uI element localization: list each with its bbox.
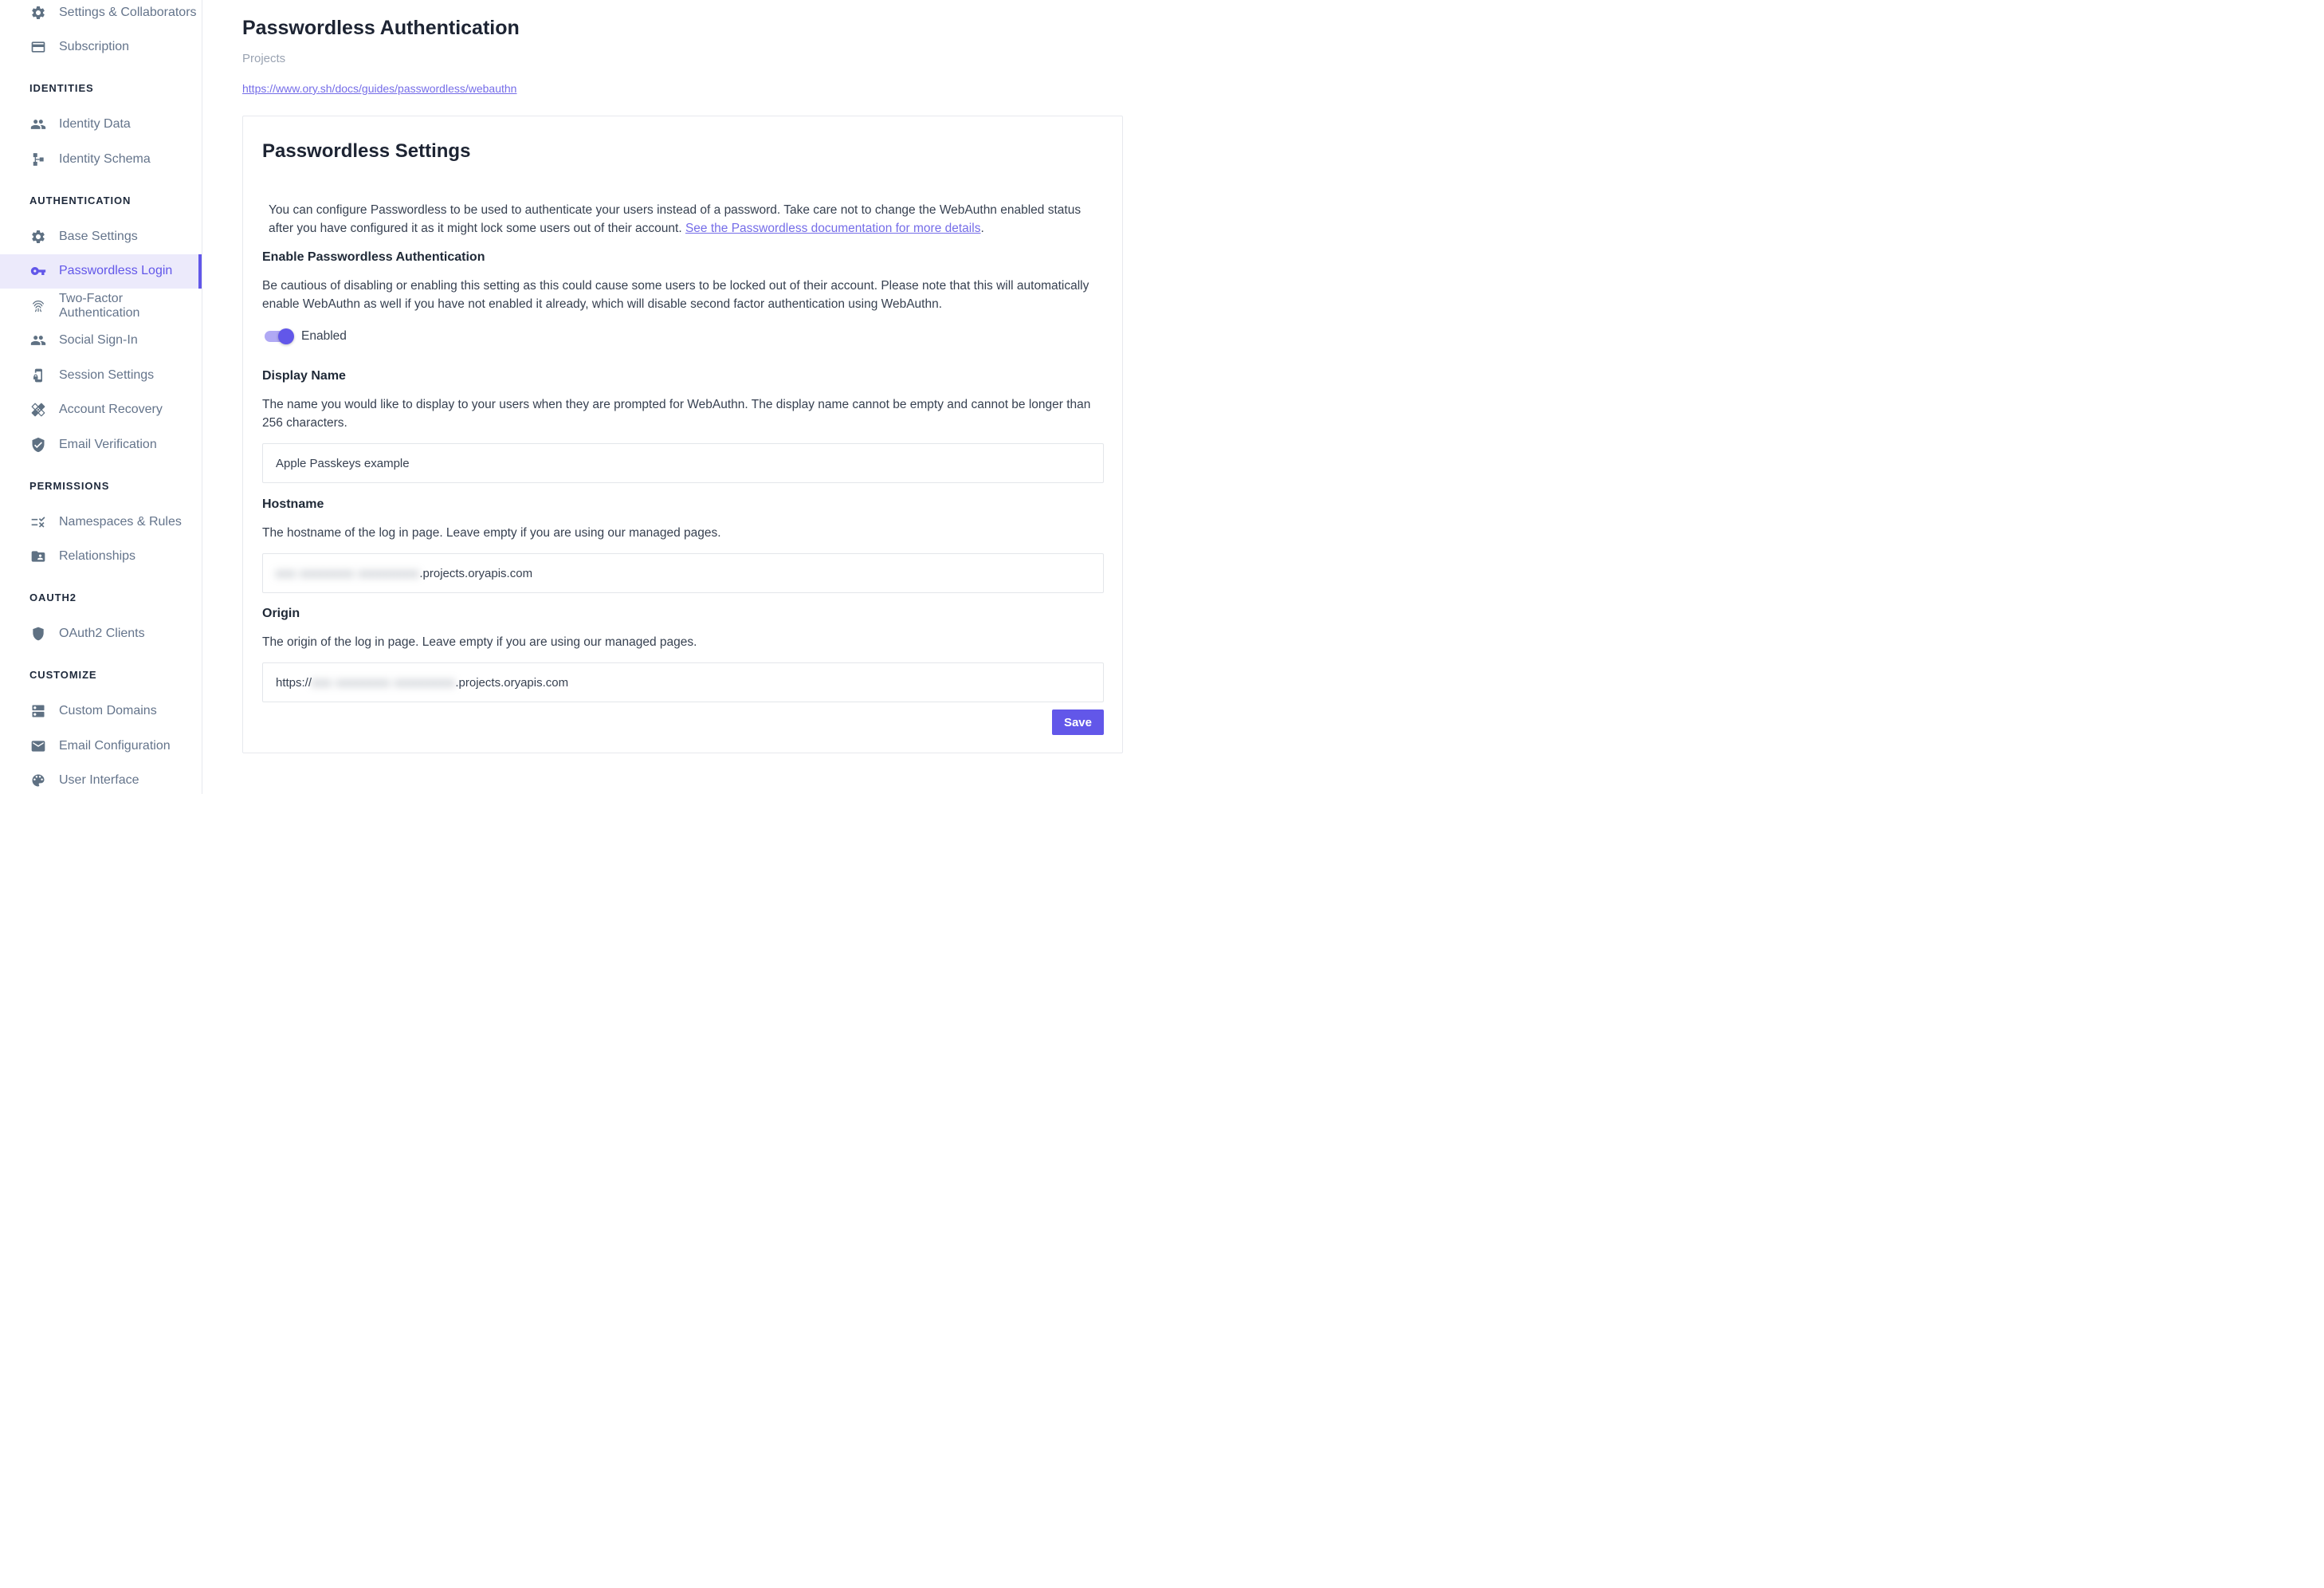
sidebar-item-oauth2-clients[interactable]: [0, 617, 202, 652]
sidebar-item-label: Relationships: [59, 549, 136, 564]
sidebar-item-label: OAuth2 Clients: [59, 627, 145, 641]
sidebar-item-user-interface[interactable]: [0, 764, 202, 795]
main-content: [202, 0, 1162, 794]
rule-icon: [30, 514, 46, 530]
hostname-suffix: .projects.oryapis.com: [419, 566, 533, 580]
toggle-thumb: [278, 328, 294, 344]
sidebar-section-permissions: PERMISSIONS: [29, 479, 110, 492]
doc-link-row: [242, 82, 1123, 95]
mail-icon: [30, 738, 46, 754]
passwordless-toggle[interactable]: [265, 331, 292, 342]
sidebar-item-label: Email Configuration: [59, 738, 171, 753]
origin-prefix: https://: [276, 675, 312, 690]
sidebar-item-namespaces-rules[interactable]: [0, 505, 202, 540]
people-icon: [30, 116, 46, 132]
sidebar-item-label: Base Settings: [59, 229, 138, 243]
passwordless-doc-link[interactable]: See the Passwordless documentation for more details: [685, 222, 981, 235]
credit-card-icon: [30, 39, 46, 55]
sidebar-item-two-factor[interactable]: [0, 289, 202, 324]
sidebar-item-label: Social Sign-In: [59, 333, 138, 348]
sidebar: [0, 0, 202, 794]
webauthn-doc-link[interactable]: https://www.ory.sh/docs/guides/passwordless/webauthn: [242, 82, 517, 95]
key-icon: [30, 263, 46, 279]
shield-icon: [30, 626, 46, 642]
gear-icon: [30, 5, 46, 21]
intro-text: You can configure Passwordless to be used to authenticate your users instead of a password. Take care not to change the WebAuthn enabled status after you have configured it as it might lock some users out of their account.: [269, 203, 1082, 235]
origin-suffix: .projects.oryapis.com: [455, 675, 569, 690]
phone-lock-icon: [30, 368, 46, 383]
sidebar-item-label: Custom Domains: [59, 704, 157, 718]
sidebar-item-label: Email Verification: [59, 437, 157, 451]
hostname-description: The hostname of the log in page. Leave empty if you are using our managed pages.: [262, 526, 721, 540]
sidebar-item-label: Session Settings: [59, 368, 155, 382]
origin-description: The origin of the log in page. Leave empty if you are using our managed pages.: [262, 635, 697, 649]
sidebar-item-email-configuration[interactable]: [0, 729, 202, 764]
sidebar-item-email-verification[interactable]: [0, 427, 202, 462]
sidebar-section-oauth2: OAUTH2: [29, 592, 77, 604]
sidebar-item-label: Namespaces & Rules: [59, 514, 182, 529]
enable-passwordless-description: Be cautious of disabling or enabling this setting as this could cause some users to be locked out of their account. Please note that this will automatically enable WebAuthn as well if you have not enabled it already, which will disable second factor authentication using WebAuthn.: [262, 279, 1089, 311]
card-intro: [269, 201, 1104, 238]
sidebar-item-settings-collaborators[interactable]: [0, 0, 202, 30]
sidebar-nav: [0, 0, 202, 794]
sidebar-item-label: Subscription: [59, 40, 130, 54]
display-name-label: Display Name: [262, 369, 346, 383]
sidebar-item-custom-domains[interactable]: [0, 694, 202, 729]
sidebar-item-identity-schema[interactable]: [0, 142, 202, 177]
gear-icon: [30, 229, 46, 245]
sidebar-item-social-sign-in[interactable]: [0, 324, 202, 359]
intro-suffix: .: [980, 222, 984, 235]
page-title: Passwordless Authentication: [242, 17, 520, 39]
sidebar-item-label: User Interface: [59, 773, 139, 788]
folder-person-icon: [30, 548, 46, 564]
shield-check-icon: [30, 437, 46, 453]
origin-input[interactable]: [262, 662, 1104, 702]
hostname-input[interactable]: [262, 553, 1104, 593]
passwordless-settings-card: [242, 116, 1123, 753]
sidebar-item-label: Passwordless Login: [59, 264, 173, 278]
toggle-state-label: Enabled: [301, 329, 347, 343]
sidebar-item-label: Identity Data: [59, 117, 131, 132]
save-button[interactable]: Save: [1052, 709, 1104, 735]
sidebar-item-label: Settings & Collaborators: [59, 5, 197, 19]
display-name-description: The name you would like to display to your users when they are prompted for WebAuthn. The display name cannot be empty and cannot be longer than 256 characters.: [262, 398, 1091, 430]
sidebar-item-relationships[interactable]: [0, 540, 202, 575]
toggle-row: [262, 328, 1104, 345]
people-icon: [30, 332, 46, 348]
sidebar-item-passwordless-login[interactable]: [0, 254, 202, 289]
sidebar-section-identities: IDENTITIES: [29, 82, 94, 95]
sidebar-item-session-settings[interactable]: [0, 358, 202, 393]
redacted-hostname-slug: xxx xxxxxxxx xxxxxxxxx: [276, 566, 420, 580]
card-heading: Passwordless Settings: [262, 140, 471, 162]
sidebar-item-subscription[interactable]: [0, 30, 202, 65]
sidebar-item-account-recovery[interactable]: [0, 393, 202, 428]
sidebar-section-authentication: AUTHENTICATION: [29, 194, 132, 206]
redacted-origin-slug: xxx xxxxxxxx xxxxxxxxx: [312, 675, 456, 690]
dns-icon: [30, 703, 46, 719]
sidebar-section-customize: CUSTOMIZE: [29, 669, 97, 682]
healing-icon: [30, 402, 46, 418]
sidebar-item-identity-data[interactable]: [0, 108, 202, 143]
sidebar-item-base-settings[interactable]: [0, 219, 202, 254]
save-row: [262, 709, 1104, 735]
sidebar-item-label: Identity Schema: [59, 151, 151, 166]
sidebar-item-label: Account Recovery: [59, 403, 163, 417]
origin-label: Origin: [262, 607, 300, 620]
sidebar-item-label: Two-Factor Authentication: [59, 291, 140, 320]
schema-icon: [30, 151, 46, 167]
hostname-label: Hostname: [262, 497, 324, 511]
breadcrumb: Projects: [242, 52, 286, 65]
enable-passwordless-label: Enable Passwordless Authentication: [262, 250, 485, 264]
display-name-input[interactable]: [262, 443, 1104, 483]
fingerprint-icon: [30, 298, 46, 314]
app-window: [0, 0, 1162, 794]
palette-icon: [30, 772, 46, 788]
